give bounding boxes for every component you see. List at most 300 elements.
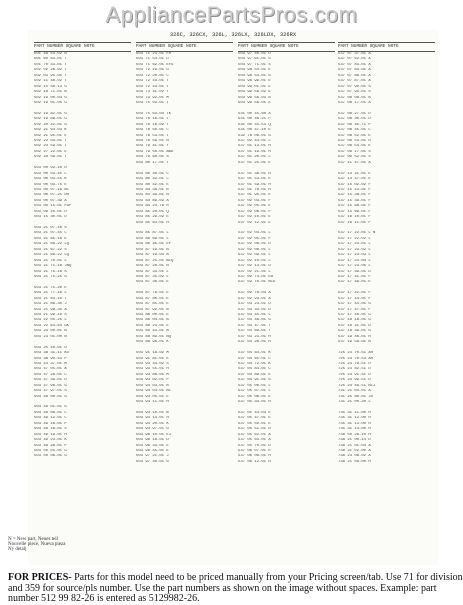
part-row: 503 47 97-01 S bbox=[34, 389, 67, 394]
part-row: 503 21 65-16 E bbox=[34, 236, 67, 241]
part-row: 503 22 63-64 GK bbox=[34, 323, 70, 328]
part-row: 503 99 56-02 E bbox=[238, 90, 271, 95]
part-row: 738 21 02-00 A bbox=[338, 448, 371, 453]
part-row: 531 00 47-10 E bbox=[238, 128, 271, 133]
part-row: 537 07 87-01 A bbox=[338, 79, 371, 84]
part-row: 537 07 86-01 A bbox=[338, 73, 371, 78]
part-row: 503 23 00-01 B bbox=[34, 329, 67, 334]
part-row: 503 38 90-43 P bbox=[34, 356, 67, 361]
part-row: 503 97 21-01 J bbox=[136, 454, 169, 459]
part-row: 503 76 50-01 C bbox=[136, 128, 169, 133]
column-header: PART NUMBER SQUARE NOTE bbox=[136, 42, 233, 52]
part-row: 503 21 75-25 G bbox=[34, 274, 67, 279]
part-row: 502 24 59-01 T bbox=[34, 144, 67, 149]
part-row: 502 21 63-03 K bbox=[34, 128, 67, 133]
part-row: 537 05 07-01 L bbox=[238, 389, 271, 394]
part-row: 537 03 28-01 H bbox=[238, 340, 271, 345]
part-row: 731 25 80-01 JU bbox=[338, 394, 374, 399]
column-header: PART NUMBER SQUARE NOTE bbox=[338, 42, 435, 52]
part-row: 537 02 08-01 D bbox=[238, 242, 271, 247]
part-row: 503 75 03-01 T bbox=[136, 100, 169, 105]
part-row: 503 96 18-01 D bbox=[136, 438, 169, 443]
part-row: 503 98 54-01 G bbox=[238, 73, 271, 78]
part-row: 537 04 72-01 K bbox=[238, 361, 271, 366]
part-row: 738 23 06-02 A bbox=[338, 454, 371, 459]
part-row: 537 08 54-01 E bbox=[338, 144, 371, 149]
part-row: 502 20 42-01 G bbox=[34, 122, 67, 127]
part-row: 503 49 01-01 G bbox=[34, 405, 67, 410]
part-row: 503 87 36-01 E bbox=[136, 280, 169, 285]
part-row: 503 97 40-01 G bbox=[136, 459, 169, 464]
part-row: 537 04 65-01 C bbox=[238, 356, 271, 361]
part-row: 503 21 77-16 L bbox=[34, 291, 67, 296]
part-row: 725 23 70-53 AH bbox=[338, 356, 374, 361]
part-row: 503 21 98-35 A bbox=[34, 307, 67, 312]
part-row: 503 97 71-01 S bbox=[238, 62, 271, 67]
part-row: 503 71 54-01 D bbox=[136, 57, 169, 62]
part-row: 537 15 39-01 F bbox=[338, 198, 371, 203]
part-row: 503 98 54-01 E bbox=[238, 68, 271, 73]
part-row: 503 97 40-01 U bbox=[238, 52, 271, 56]
part-row: 537 18 21-01 D bbox=[338, 323, 371, 328]
parts-column-2 bbox=[136, 42, 233, 465]
legend-line: Ny detalj bbox=[8, 547, 27, 553]
part-row: 537 16 11-01 F bbox=[338, 220, 371, 225]
part-row: 503 21 66-22 LQ bbox=[34, 242, 70, 247]
part-row: 503 49 23-01 K bbox=[34, 438, 67, 443]
part-row: 537 03 45-01 L bbox=[238, 313, 271, 317]
part-row: 725 23 82-51 D bbox=[338, 367, 371, 372]
part-row: 503 94 10-01 B bbox=[136, 410, 169, 415]
part-row: 503 00 07-16 BC bbox=[34, 187, 70, 192]
part-row: 725 23 99-51 D bbox=[338, 378, 371, 383]
part-row: 537 04 91-01 G bbox=[238, 378, 271, 383]
part-row: 735 31 11-00 H bbox=[338, 410, 371, 415]
part-row: 503 21 71-16 JNQ bbox=[34, 264, 72, 269]
part-row: 503 80 17-01 T bbox=[136, 160, 169, 165]
part-row: 503 72 43-01 T bbox=[136, 84, 169, 89]
part-row: 503 21 67-22 S bbox=[34, 247, 67, 252]
part-row: 503 72 43-01 T bbox=[136, 79, 169, 84]
part-row: 503 87 19-03 B bbox=[136, 253, 169, 258]
part-row: 537 02 05-01 F bbox=[238, 236, 271, 241]
part-row: 503 49 06-01 C bbox=[34, 410, 67, 415]
part-row: 503 21 07-45 C bbox=[34, 231, 67, 236]
site-banner bbox=[0, 0, 463, 28]
part-row: 537 02 06-01 F bbox=[238, 209, 271, 214]
part-row: 725 24 49-51 BCJ bbox=[338, 383, 376, 388]
part-row: 503 21 99-16 S bbox=[34, 313, 67, 317]
part-row: 503 88 00-01 E bbox=[136, 313, 169, 317]
part-row: 537 03 47-01 T bbox=[238, 323, 271, 328]
part-row: 537 01 59-01 H bbox=[238, 182, 271, 187]
part-row: 537 15 68-01 F bbox=[338, 204, 371, 209]
part-row: 537 02 03-01 F bbox=[238, 198, 271, 203]
part-row: 503 00 03-55 K bbox=[34, 177, 67, 182]
part-row: 537 15 02-02 F bbox=[338, 182, 371, 187]
column-header: PART NUMBER SQUARE NOTE bbox=[238, 42, 335, 52]
part-row: 503 47 96-01 G bbox=[34, 383, 67, 388]
part-row: 537 05 44-03 E bbox=[238, 410, 271, 415]
legend-line: N = New part, Neues teil bbox=[8, 537, 59, 542]
part-row: 537 17 23-02 L bbox=[338, 247, 371, 252]
part-row: 503 87 19-01 B bbox=[136, 247, 169, 252]
part-row: 537 02 10-01 L bbox=[238, 258, 271, 263]
parts-column-3 bbox=[238, 42, 335, 465]
part-row: 503 84 38-01 R bbox=[136, 187, 169, 192]
part-row: 501 70 33-01 T bbox=[34, 62, 67, 67]
part-row: 503 94 05-01 E bbox=[136, 394, 169, 399]
part-row: 502 18 71-01 B bbox=[34, 90, 67, 95]
part-row: 503 94 02-01 P bbox=[136, 378, 169, 383]
part-row: 503 38 31-11 KU bbox=[34, 351, 70, 356]
part-row: 503 85 63-01 H bbox=[136, 220, 169, 225]
part-row: 503 44 37-01 M bbox=[34, 361, 67, 366]
column-header: PART NUMBER SQUARE NOTE bbox=[34, 42, 131, 52]
part-row: 537 08 53-01 D bbox=[338, 139, 371, 143]
part-row: 537 02 76-01 BCD bbox=[238, 280, 276, 285]
part-row: 537 17 23-01 L bbox=[338, 242, 371, 247]
part-row: 503 99 56-05 E bbox=[238, 100, 271, 105]
part-row: 503 49 12-01 C bbox=[34, 416, 67, 421]
part-row: 735 31 13-00 H bbox=[338, 421, 371, 426]
part-row: 503 88 43-01 M bbox=[136, 329, 169, 334]
part-row: 537 17 48-01 G bbox=[338, 313, 371, 317]
part-row: 537 01 25-01 E bbox=[238, 160, 271, 165]
part-row: 537 04 89-01 E bbox=[238, 372, 271, 377]
part-row: 503 99 01-01 E bbox=[238, 84, 271, 89]
part-row: 503 94 03-01 B bbox=[136, 383, 169, 388]
part-row: 503 86 45-01 EF bbox=[136, 242, 172, 247]
part-row: 503 75 63-04 TK bbox=[136, 111, 172, 116]
part-row: 503 93 86-01 M bbox=[136, 372, 169, 377]
part-row: 503 47 39-01 D bbox=[34, 378, 67, 383]
part-row: 503 84 89-02 A bbox=[136, 198, 169, 203]
part-row: 537 02 21-01 L bbox=[238, 269, 271, 274]
part-row: 503 94 04-01 BC bbox=[136, 389, 172, 394]
part-row: 537 01 78-01 H bbox=[238, 187, 271, 192]
part-row: 503 49 19-01 H bbox=[34, 432, 67, 437]
part-row: 502 21 95-01 E bbox=[34, 133, 67, 138]
part-row: 537 06 07-01 E bbox=[238, 448, 271, 453]
part-row: 537 14 47-01 E bbox=[338, 177, 371, 182]
part-row: 503 71 62-01 EFG bbox=[136, 62, 174, 67]
part-row: 503 87 85-01 E bbox=[136, 302, 169, 307]
part-row: 537 17 23-05 L bbox=[338, 264, 371, 269]
part-row: 503 87 35-02 L bbox=[136, 274, 169, 279]
part-row: 735 31 14-00 H bbox=[338, 427, 371, 432]
part-row: 537 18 18-01 G bbox=[338, 318, 371, 323]
part-row: 503 71 23-01 FR bbox=[136, 52, 172, 56]
part-row: 503 80 42-01 E bbox=[136, 182, 169, 187]
part-row: 537 07 37-01 A bbox=[338, 52, 371, 56]
part-row: 501 48 54-02 N bbox=[34, 52, 67, 56]
part-row: 537 05 70-01 D bbox=[238, 443, 271, 448]
part-row: 502 15 58-13 G bbox=[34, 84, 67, 89]
part-row: 503 79 68-01 S bbox=[136, 155, 169, 160]
part-row: 537 17 44-01 F bbox=[338, 296, 371, 301]
part-row: 503 48 00-01 G bbox=[34, 394, 67, 399]
part-row: 503 98 99-01 E bbox=[238, 79, 271, 84]
part-row: 537 05 47-01 E bbox=[238, 416, 271, 421]
part-row: 537 11 47-01 A bbox=[338, 160, 371, 165]
part-row: 537 19 46-01 H bbox=[338, 334, 371, 339]
part-row: 503 85 20-01 Q bbox=[136, 209, 169, 214]
model-line: 326C, 326CX, 326L, 326LX, 326LDX, 326RX bbox=[169, 32, 297, 38]
part-row: 537 08 45-71 P bbox=[338, 122, 371, 127]
part-row: 503 88 89-01 BQ bbox=[136, 334, 172, 339]
part-row: 503 87 80-01 E bbox=[136, 296, 169, 301]
part-row: 503 00 07-39 A bbox=[34, 198, 67, 203]
part-row: 503 96 45-01 E bbox=[136, 448, 169, 453]
part-row: 537 16 10-01 F bbox=[338, 215, 371, 220]
part-row: 537 04 84-01 C bbox=[238, 367, 271, 372]
part-row: 503 76 16-01 T bbox=[136, 117, 169, 122]
part-row: 503 72 19-01 G bbox=[136, 68, 169, 73]
legend-line: Nouvelle piece, Nueva pieza bbox=[8, 542, 66, 548]
part-row: 738 21 00-14 D bbox=[338, 438, 371, 443]
part-row: 537 17 22-02 L bbox=[338, 236, 371, 241]
part-row: 738 21 08-00 H bbox=[338, 459, 371, 464]
part-row: 537 04 64-01 K bbox=[238, 351, 271, 356]
part-row: 503 49 16-01 P bbox=[34, 421, 67, 426]
part-row: 537 02 78-03 A bbox=[238, 291, 271, 296]
part-row: 503 94 20-01 K bbox=[136, 421, 169, 426]
part-row: 503 94 11-01 H bbox=[136, 400, 169, 404]
part-row: 738 21 01-04 A bbox=[338, 443, 371, 448]
part-row: 503 91 18-02 M bbox=[136, 351, 169, 356]
part-row: 503 72 20-01 C bbox=[136, 73, 169, 78]
part-row: 503 94 14-01 H bbox=[136, 416, 169, 421]
part-row: 502 19 00-03 G bbox=[34, 95, 67, 100]
part-row: 537 02 93-01 A bbox=[238, 296, 271, 301]
part-row: 503 21 07-16 S bbox=[34, 226, 67, 230]
part-row: 503 21 86-35 J bbox=[34, 302, 67, 307]
part-row: 502 28 59-01 T bbox=[34, 155, 67, 160]
part-row: 537 03 23-01 D bbox=[238, 302, 271, 307]
pricing-instructions bbox=[8, 573, 463, 605]
part-row: 502 11 46-02 T bbox=[34, 79, 67, 84]
part-row: 503 88 96-01 K bbox=[136, 340, 169, 345]
part-row: 537 08 30-01 D bbox=[338, 117, 371, 122]
part-row: 503 21 75-16 S bbox=[34, 269, 67, 274]
part-row: 537 03 23-01 H bbox=[238, 334, 271, 339]
parts-column-body bbox=[338, 52, 435, 465]
part-row: 502 19 82-01 G bbox=[34, 111, 67, 116]
part-row: 725 23 91-51 D bbox=[338, 372, 371, 377]
part-row: 537 02 44-01 L bbox=[238, 139, 271, 143]
part-row: 531 00 46-21 P bbox=[238, 117, 271, 122]
part-row: 503 50 06-01 G bbox=[34, 454, 67, 459]
part-row: 502 22 03-01 T bbox=[34, 139, 67, 143]
part-row: 503 93 55-01 H bbox=[136, 367, 169, 372]
part-row: 503 86 69-01 L bbox=[136, 236, 169, 241]
part-row: 537 02 10-01 E bbox=[238, 215, 271, 220]
part-row: 537 15 38-01 F bbox=[338, 193, 371, 198]
part-row: 537 05 06-01 L bbox=[238, 383, 271, 388]
part-row: 502 19 88-01 G bbox=[34, 117, 67, 122]
part-row: 738 50 28-10 H bbox=[338, 432, 371, 437]
part-row: 503 49 28-01 P bbox=[34, 443, 67, 448]
part-row: 503 21 68-22 LQ bbox=[34, 253, 70, 258]
part-row: 503 97 61-01 G bbox=[238, 57, 271, 62]
parts-list-page bbox=[28, 30, 438, 565]
part-row: 537 07 84-01 A bbox=[338, 68, 371, 73]
parts-column-body bbox=[136, 52, 233, 465]
part-row: 503 96 33-01 E bbox=[136, 443, 169, 448]
part-row: 503 87 25-01 BCQ bbox=[136, 258, 174, 263]
part-row: 537 02 12-01 E bbox=[238, 220, 271, 225]
part-row: 503 76 16-02 T bbox=[136, 122, 169, 127]
legend bbox=[8, 537, 65, 553]
part-row: 537 07 95-01 S bbox=[338, 90, 371, 95]
part-row: 725 23 79-51 D bbox=[338, 361, 371, 366]
part-row: 537 02 04-01 L bbox=[238, 231, 271, 236]
part-row: 725 23 70-51 AH bbox=[338, 351, 374, 356]
part-row: 503 21 70-01 L bbox=[34, 258, 67, 263]
part-row: 503 00 02-10 D bbox=[34, 166, 67, 171]
part-row: 537 08 08-01 B bbox=[338, 95, 371, 100]
part-row: 503 94 97-01 G bbox=[136, 427, 169, 432]
part-row: 537 05 08-01 E bbox=[238, 394, 271, 399]
part-row: 537 03 69-01 T bbox=[238, 329, 271, 334]
part-row: 531 00 45-60 A bbox=[238, 111, 271, 116]
part-row: 537 17 23-03 L bbox=[338, 253, 371, 258]
part-row: 503 15 30-01 D bbox=[34, 215, 67, 220]
part-row: 503 73 92-01 M bbox=[136, 95, 169, 100]
part-row: 503 76 59-01 N bbox=[136, 139, 169, 143]
part-row: 537 08 45-01 C bbox=[338, 128, 371, 133]
part-row: 503 80 40-01 C bbox=[136, 171, 169, 176]
part-row: 537 07 83-01 A bbox=[338, 62, 371, 67]
part-row: 537 17 44-01 G bbox=[338, 302, 371, 307]
part-row: 537 02 09-01 L bbox=[238, 253, 271, 258]
part-row: 537 17 23-04 L bbox=[338, 258, 371, 263]
part-row: 537 07 62-01 A bbox=[338, 57, 371, 62]
part-row: 537 14 21-01 E bbox=[338, 171, 371, 176]
part-row: 503 88 04-01 B bbox=[136, 318, 169, 323]
part-row: 503 47 05-01 A bbox=[34, 367, 67, 372]
part-row: 503 84 24-76 R bbox=[136, 204, 169, 209]
part-row: 537 15 69-01 F bbox=[338, 209, 371, 214]
part-row: 537 05 63-01 A bbox=[238, 438, 271, 443]
part-row: 503 21 83-16 T bbox=[34, 296, 67, 301]
part-row: 537 09 52-01 S bbox=[338, 155, 371, 160]
part-row: 537 01 19-01 H bbox=[238, 149, 271, 154]
part-row: 537 05 50-01 E bbox=[238, 421, 271, 426]
part-row: 502 19 01-05 G bbox=[34, 100, 67, 105]
part-row: 537 19 58-01 B bbox=[338, 340, 371, 345]
part-row: 537 07 90-01 S bbox=[338, 84, 371, 89]
part-row: 531 00 45-53 Q bbox=[238, 122, 271, 127]
part-row: 503 87 33-01 L bbox=[136, 269, 169, 274]
part-row: 503 79 41-01 T bbox=[136, 144, 169, 149]
part-row: 537 01 53-01 E bbox=[238, 177, 271, 182]
part-row: 503 91 81-01 E bbox=[136, 356, 169, 361]
part-row: 503 09 10-01 D bbox=[34, 209, 67, 214]
part-row: 502 27 22-01 E bbox=[34, 149, 67, 154]
part-row: 503 21 75-20 E bbox=[34, 285, 67, 290]
part-row: 503 49 18-01 S bbox=[34, 427, 67, 432]
part-row: 537 05 51-01 D bbox=[238, 427, 271, 432]
part-row: 503 50 05-01 G bbox=[34, 448, 67, 453]
part-row: 537 09 17-01 S bbox=[338, 149, 371, 154]
part-row: 503 47 28-01 C bbox=[34, 372, 67, 377]
part-row: 537 03 48-01 G bbox=[238, 318, 271, 323]
part-row: 537 05 62-01 A bbox=[238, 432, 271, 437]
part-row: 503 87 28-01 N bbox=[136, 264, 169, 269]
part-row: 537 05 34-01 H bbox=[238, 400, 271, 404]
part-row: 501 60 63-01 T bbox=[34, 57, 67, 62]
part-row: 537 18 39-01 G bbox=[338, 329, 371, 334]
part-row: 503 85 87-01 L bbox=[136, 231, 169, 236]
part-row: 503 23 01-00 N bbox=[34, 334, 67, 339]
part-row: 537 06 12-01 H bbox=[238, 459, 271, 464]
part-row: 537 02 14-01 D bbox=[238, 264, 271, 269]
part-row: 503 76 53-01 T bbox=[136, 133, 169, 138]
site-watermark: AppliancePartsPros.com bbox=[105, 2, 358, 27]
part-row: 503 00 03-75 E bbox=[34, 182, 67, 187]
part-row: 503 73 41-02 T bbox=[136, 90, 169, 95]
parts-column-1 bbox=[34, 42, 131, 460]
part-row: 537 03 33-01 D bbox=[238, 307, 271, 312]
part-row: 537 01 95-01 E bbox=[238, 193, 271, 198]
part-row: 537 02 05-01 E bbox=[238, 204, 271, 209]
part-row: 537 17 49-01 E bbox=[338, 280, 371, 285]
part-row: 537 17 22-01 L N bbox=[338, 231, 376, 236]
part-row: 503 00 03-45 C bbox=[34, 171, 67, 176]
part-row: 537 06 08-01 H bbox=[238, 454, 271, 459]
part-row: 537 01 38-01 H bbox=[238, 171, 271, 176]
part-row: 537 01 20-01 L bbox=[238, 155, 271, 160]
parts-column-body bbox=[34, 52, 131, 460]
part-row: 503 93 43-02 S bbox=[136, 361, 169, 366]
part-row: 503 88 23-01 E bbox=[136, 323, 169, 328]
part-row: 503 79 50-01 ABD bbox=[136, 149, 174, 154]
part-row: 537 17 41-01 F bbox=[338, 274, 371, 279]
part-row: 503 84 39-01 N bbox=[136, 193, 169, 198]
part-row: 537 15 14-01 F bbox=[338, 187, 371, 192]
part-row: 502 03 95-05 T bbox=[34, 73, 67, 78]
part-row: 537 02 74-01 EA bbox=[238, 274, 274, 279]
part-row: 537 17 39-01 D bbox=[338, 269, 371, 274]
part-row: 735 31 12-00 H bbox=[338, 416, 371, 421]
part-row: 503 22 05-25 L bbox=[34, 318, 67, 323]
part-row: 503 87 92-01 B bbox=[136, 307, 169, 312]
part-row: 503 96 10-01 EJ bbox=[136, 432, 172, 437]
parts-column-body bbox=[238, 52, 335, 465]
part-row: 537 08 17-01 A bbox=[338, 100, 371, 105]
parts-column-4 bbox=[338, 42, 435, 465]
for-prices-text: Parts for this model need to be priced manually from your Pricing screen/tab. Use 71 for division and 359 for source/pls number. Use the part numbers as shown on the image without spaces. Example: part number 512 99 82-26 is entered as 5129982-26. bbox=[8, 572, 463, 605]
part-row: 503 25 10-01 D bbox=[34, 345, 67, 350]
part-row: 502 02 26-02 T bbox=[34, 68, 67, 73]
part-row: 503 87 79-01 E bbox=[136, 291, 169, 296]
part-row: 503 80 42-01 C bbox=[136, 177, 169, 182]
part-row: 503 00 07-25 DH bbox=[34, 193, 70, 198]
part-row: 503 85 29-02 E bbox=[136, 215, 169, 220]
part-row: 537 08 52-01 E bbox=[338, 133, 371, 138]
part-row: 503 00 15-01 FGP bbox=[34, 204, 72, 209]
part-row: 731 21 04-01 A bbox=[338, 389, 371, 394]
part-row: 503 99 56-03 N bbox=[238, 95, 271, 100]
for-prices-label: FOR PRICES- bbox=[8, 572, 72, 583]
part-row: 537 08 27-01 D bbox=[338, 111, 371, 116]
part-row: 537 01 13-01 H bbox=[238, 144, 271, 149]
part-row: 537 17 42-01 F bbox=[338, 291, 371, 296]
part-row: 537 17 47-01 F bbox=[338, 307, 371, 312]
part-row: 731 21 00-20 L bbox=[338, 400, 371, 404]
